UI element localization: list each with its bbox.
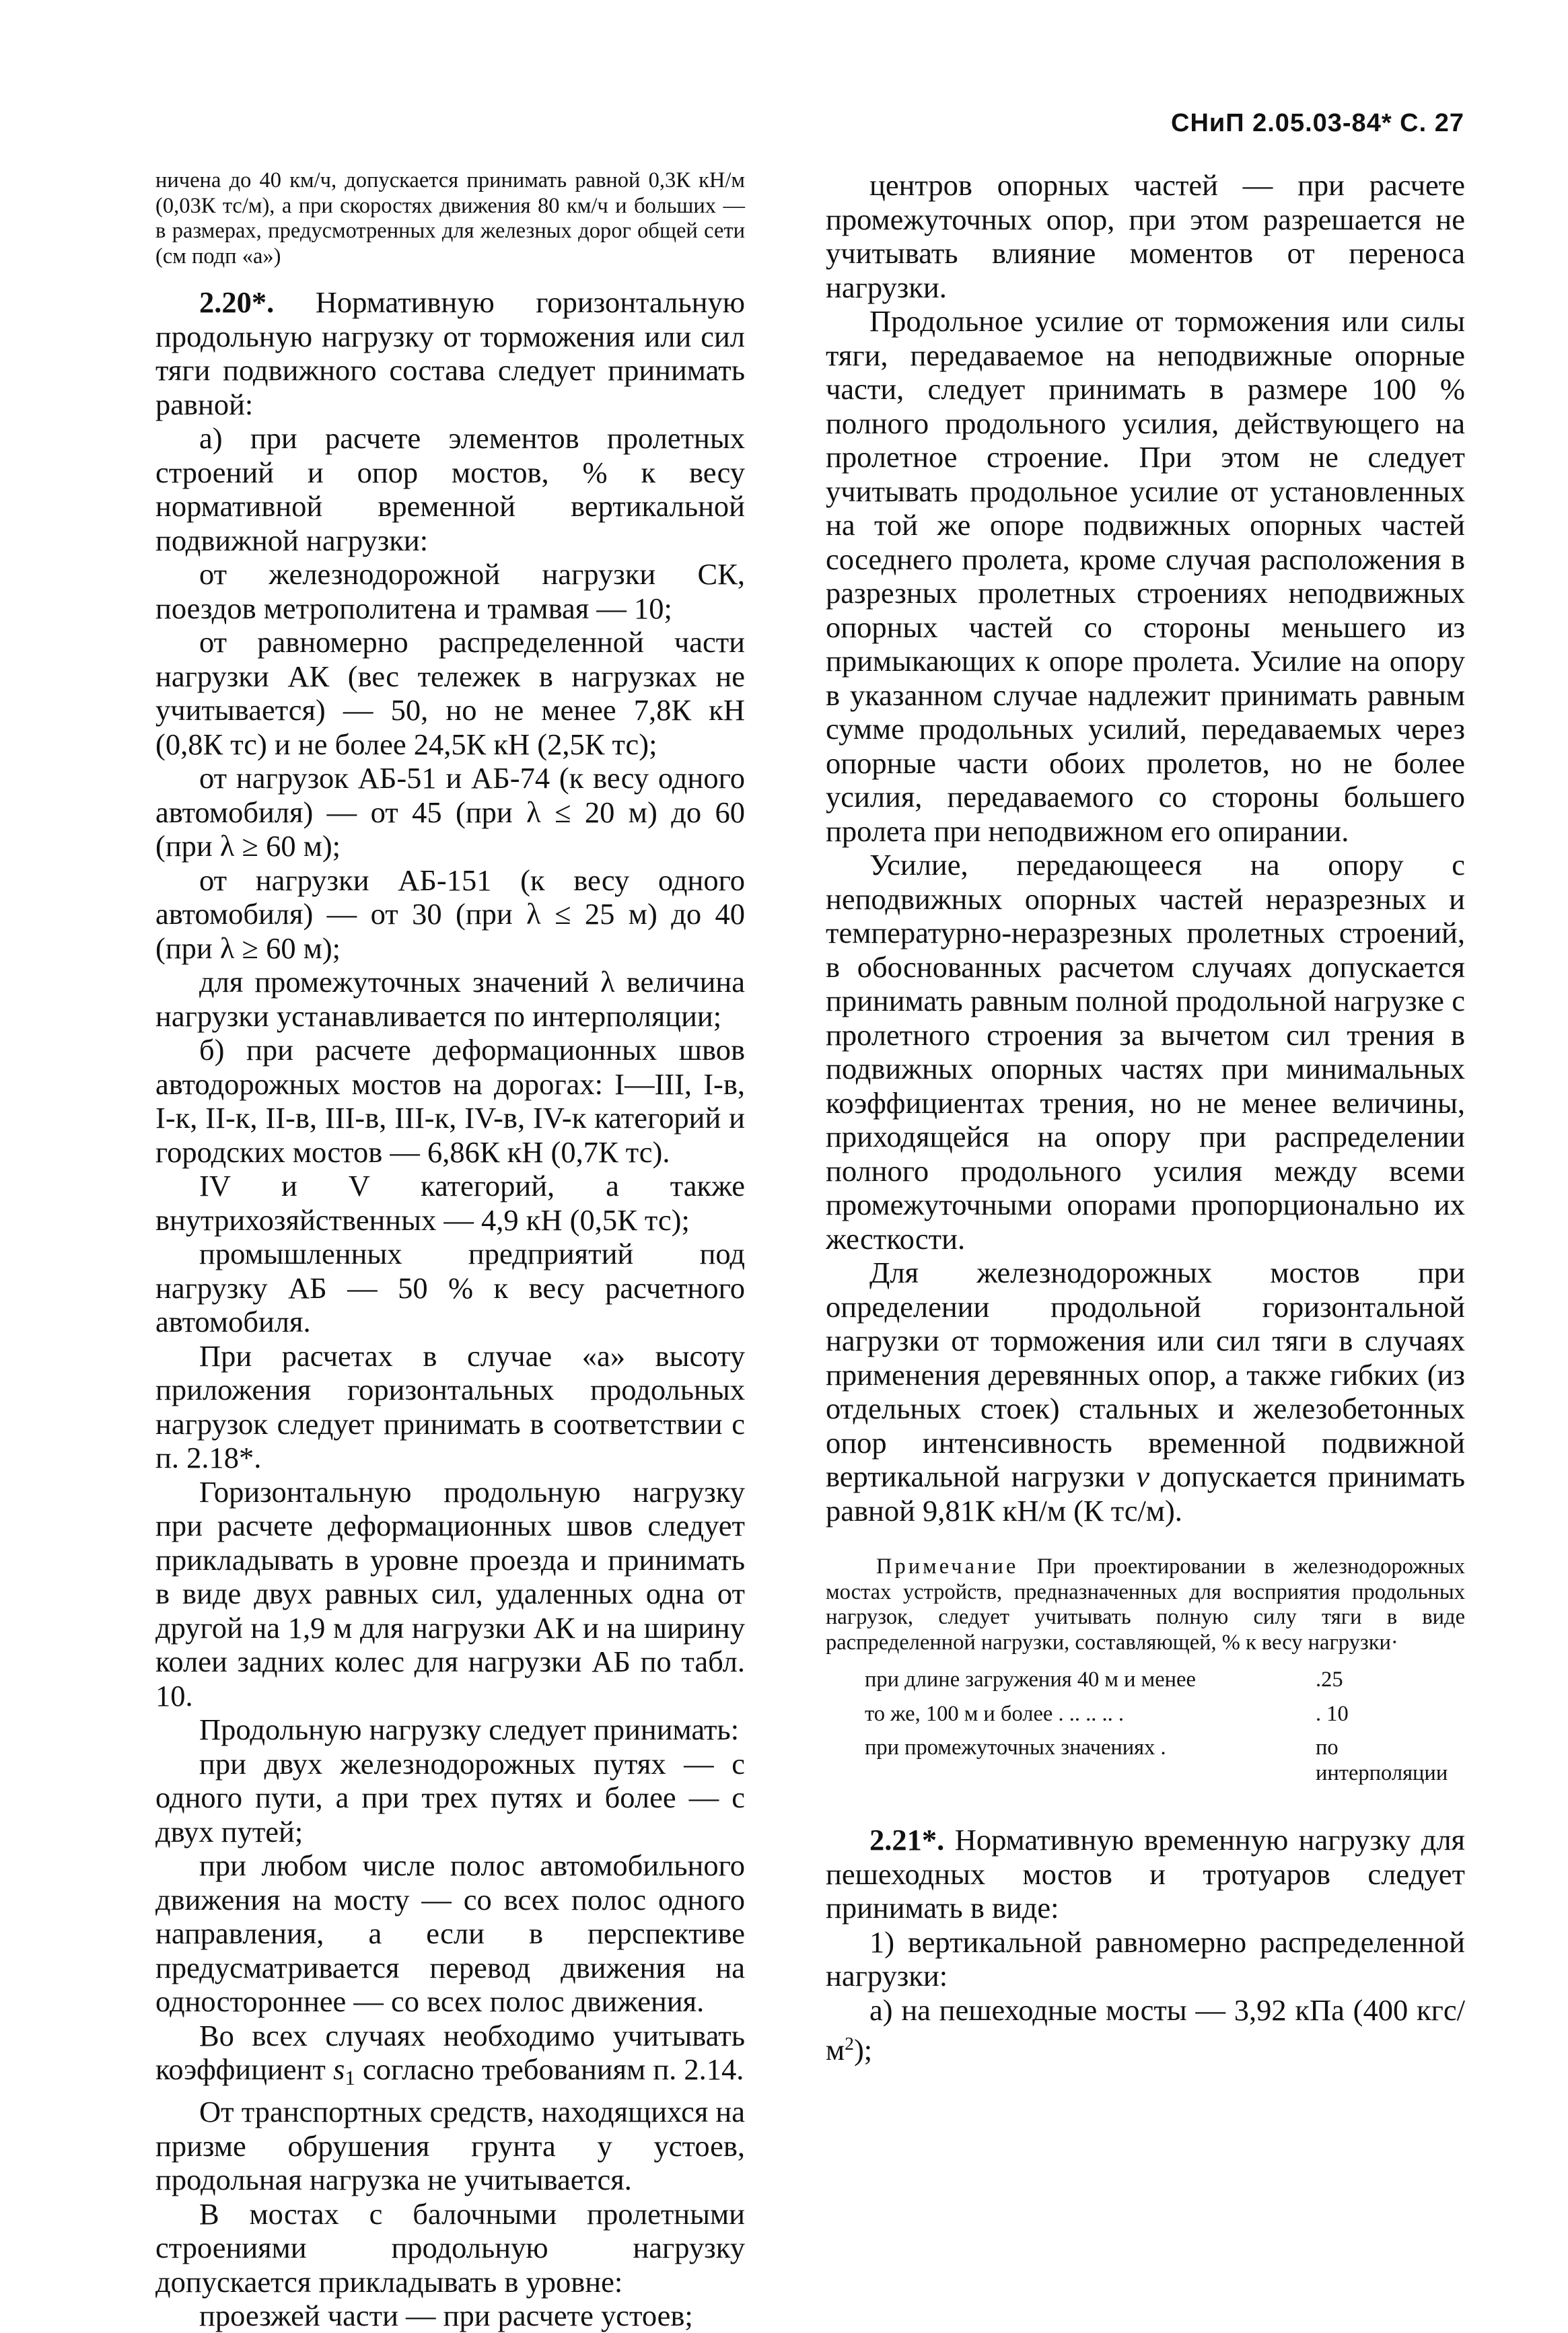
paragraph: а) при расчете элементов пролетных строений и опор мостов, % к весу нормативной временной вертикальной подвижной нагрузки: — [155, 421, 745, 557]
paragraph: Горизонтальную продольную нагрузку при расчете деформационных швов следует прикладывать в уровне проезда и принимать в виде двух равных сил, удаленных одна от другой на 1,9 м для нагрузки АК и на ширину колеи задних колес для нагрузки АБ по табл. 10. — [155, 1474, 745, 1713]
text-run: согласно требованиям п. 2.14. — [355, 2052, 744, 2086]
paragraph: от железнодорожной нагрузки СК, поездов метрополитена и трамвая — 10; — [155, 557, 745, 625]
paragraph: проезжей части — при расчете устоев; — [199, 2299, 693, 2333]
paragraph: от нагрузки АБ-151 (к весу одного автомобиля) — от 30 (при λ ≤ 25 м) до 40 (при λ ≥ 60 м); — [155, 863, 745, 965]
subscript: 1 — [345, 2065, 355, 2089]
paragraph: центров опорных частей — при расчете промежуточных опор, при этом разрешается не учитывать влияние моментов от переноса нагрузки. — [826, 168, 1465, 304]
paragraph: от нагрузок АБ-51 и АБ-74 (к весу одного автомобиля) — от 45 (при λ ≤ 20 м) до 60 (при λ ≥ 60 м); — [155, 761, 745, 863]
text-run: допускается принимать равной 9,81К кН/м (К тс/м). — [826, 1460, 1465, 1528]
paragraph — [155, 2019, 745, 2095]
note-paragraph — [826, 1554, 1465, 1655]
paragraph: В мостах с балочными пролетными строениями продольную нагрузку допускается прикладывать в уровне: — [155, 2196, 745, 2299]
note-row-value: .25 — [1316, 1667, 1343, 1692]
clause-2-21 — [826, 1823, 1465, 1925]
clause-text: Нормативную временную нагрузку для пешеходных мостов и тротуаров следует принимать в виде: — [826, 1823, 1465, 1925]
paragraph: при любом числе полос автомобильного движения на мосту — со всех полос одного направления, а если в перспективе предусматривается перевод движения на одностороннее — со всех полос движения. — [155, 1849, 745, 2018]
note-row-value: по интерполяции — [1316, 1735, 1448, 1785]
text-run: ); — [853, 2033, 873, 2067]
text-run: Для железнодорожных мостов при определении продольной горизонтальной нагрузки от торможения или сил тяги в случаях применения деревянных опор, а также гибких (из отдельных стоек) стальных и железобетонных опор интенсивность временной подвижной вертикальной нагрузки — [826, 1256, 1465, 1493]
paragraph: для промежуточных значений λ величина нагрузки устанавливается по интерполяции; — [155, 965, 745, 1033]
clause-number: 2.20*. — [199, 285, 275, 319]
note-row — [865, 1735, 1448, 1795]
note-block — [826, 1554, 1465, 1795]
paragraph — [826, 1256, 1465, 1528]
left-column — [155, 168, 745, 2333]
note-row-value: . 10 — [1316, 1701, 1349, 1726]
paragraph — [826, 1993, 1465, 2067]
paragraph: При расчетах в случае «а» высоту приложения горизонтальных продольных нагрузок следует принимать в соответствии с п. 2.18*. — [155, 1338, 745, 1474]
paragraph: IV и V категорий, а также внутрихозяйственных — 4,9 кН (0,5К тс); — [155, 1169, 745, 1237]
page-header: СНиП 2.05.03-84* С. 27 — [1171, 109, 1464, 137]
paragraph: 1) вертикальной равномерно распределенной нагрузки: — [826, 1925, 1465, 1993]
continuation-paragraph: ничена до 40 км/ч, допускается принимать равной 0,3К кН/м (0,03К тс/м), а при скоростях движения 80 км/ч и больших — в размерах, предусмотренных для железных дорог общей сети (см подп «а») — [155, 168, 745, 268]
note-label: Примечание — [876, 1554, 1019, 1579]
paragraph: Продольное усилие от торможения или силы тяги, передаваемое на неподвижные опорные части, следует принимать в размере 100 % полного продольного усилия, действующего на пролетное строение. При этом не следует учитывать продольное усилие от установленных на той же опоре подвижных опорных частей соседнего пролета, кроме случая расположения в разрезных пролетных строениях неподвижных опорных частей со стороны меньшего из примыкающих к опоре пролета. Усилие на опору в указанном случае надлежит принимать равным сумме продольных усилий, передаваемых через опорные части обоих пролетов, но не более усилия, передаваемого со стороны большего пролета при неподвижном его опирании. — [826, 304, 1465, 848]
note-row-label: при промежуточных значениях . — [865, 1735, 1166, 1760]
superscript: 2 — [845, 2033, 854, 2054]
note-row-label: при длине загружения 40 м и менее — [865, 1667, 1196, 1692]
note-row-label: то же, 100 м и более . .. .. .. . — [865, 1701, 1124, 1726]
variable-v: v — [1136, 1460, 1150, 1493]
paragraph: От транспортных средств, находящихся на призме обрушения грунта у устоев, продольная нагрузка не учитывается. — [155, 2095, 745, 2197]
paragraph: от равномерно распределенной части нагрузки АК (вес тележек в нагрузках не учитывается) — 50, но не менее 7,8К кН (0,8К тс) и не более 24,5К кН (2,5К тс); — [155, 625, 745, 761]
text-run: Во всех случаях необходимо учитывать коэффициент — [155, 2018, 745, 2086]
note-row — [865, 1702, 1448, 1736]
paragraph: промышленных предприятий под нагрузку АБ — 50 % к весу расчетного автомобиля. — [155, 1237, 745, 1338]
paragraph: Продольную нагрузку следует принимать: — [199, 1713, 740, 1746]
paragraph: Усилие, передающееся на опору с неподвижных опорных частей неразрезных и температурно-неразрезных пролетных строений, в обоснованных расчетом случаях допускается принимать равным полной продольной нагрузке с пролетного строения за вычетом сил трения в подвижных опорных частях при минимальных коэффициентах трения, но не менее величины, приходящейся на опору при распределении полного продольного усилия между всеми промежуточными опорами пропорционально их жесткости. — [826, 848, 1465, 1256]
text-run: а) на пешеходные мосты — 3,92 кПа (400 кгс/м — [826, 1993, 1465, 2067]
clause-2-20 — [155, 285, 745, 421]
note-table — [865, 1667, 1448, 1795]
paragraph: б) при расчете деформационных швов автодорожных мостов на дорогах: I—III, I-в, I-к, II-к, II-в, III-в, III-к, IV-в, IV-к категорий и городских мостов — 6,86К кН (0,7К тс). — [155, 1033, 745, 1169]
clause-text: Нормативную горизонтальную продольную нагрузку от торможения или сил тяги подвижного состава следует принимать равной: — [155, 285, 745, 421]
note-row — [865, 1667, 1448, 1702]
note-text: При проектировании в железнодорожных мостах устройств, предназначенных для восприятия продольных нагрузок, следует учитывать полную силу тяги в виде распределенной нагрузки, составляющей, % к весу нагрузки· — [826, 1554, 1465, 1655]
paragraph: при двух железнодорожных путях — с одного пути, а при трех путях и более — с двух путей; — [155, 1746, 745, 1849]
clause-number: 2.21*. — [869, 1823, 945, 1857]
variable-s: s — [332, 2052, 345, 2086]
right-column — [826, 168, 1465, 2067]
